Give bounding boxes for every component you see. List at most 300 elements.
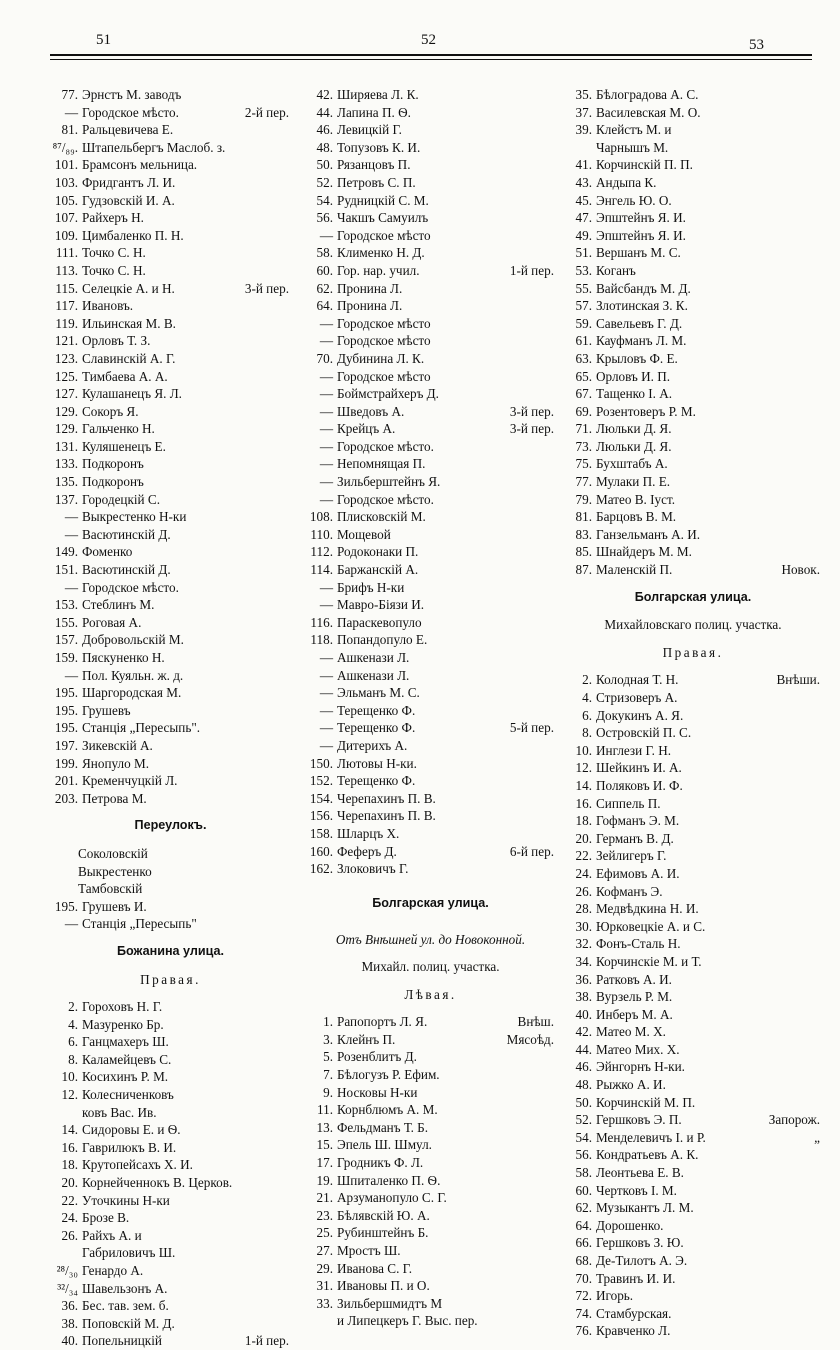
house-number: 17. — [316, 1155, 333, 1171]
page-number-center: 52 — [421, 32, 436, 48]
owner-name: Носковы Н-ки — [337, 1084, 418, 1100]
owner-name: Ральцевичева Е. — [82, 122, 174, 138]
house-number: 151. — [54, 562, 78, 578]
owner-name: Розенблитъ Д. — [337, 1049, 417, 1065]
house-number: 41. — [575, 157, 592, 173]
owner-name: Злоковичъ Г. — [337, 861, 409, 877]
owner-name: Шнайдеръ М. М. — [596, 544, 692, 560]
directory-entry — [48, 737, 293, 755]
owner-name: Стеблинъ М. — [82, 597, 155, 613]
house-number: 6. — [582, 707, 592, 723]
owner-name: Городское мѣсто — [337, 368, 431, 384]
owner-name: ковъ Вас. Ив. — [82, 1104, 157, 1120]
owner-name: Кондратьевъ А. К. — [596, 1147, 699, 1163]
owner-name: Матео Мих. Х. — [596, 1041, 680, 1057]
directory-entry — [48, 385, 293, 403]
owner-name: Мощевой — [337, 526, 391, 542]
house-number: — — [319, 438, 333, 454]
owner-name: Поповскій М. Д. — [82, 1315, 175, 1331]
house-number — [562, 139, 596, 157]
police-district: Михайл. полиц. участка. — [361, 959, 500, 975]
owner-name: Орловъ И. П. — [596, 368, 671, 384]
owner-name: Городское мѣсто — [337, 315, 431, 331]
directory-entry — [303, 1172, 558, 1190]
house-number: 38. — [61, 1315, 78, 1331]
directory-entry — [48, 1174, 293, 1192]
house-number: 28. — [575, 901, 592, 917]
directory-entry — [303, 332, 558, 350]
owner-name: Брифъ Н-ки — [337, 579, 405, 595]
house-number: 24. — [61, 1210, 78, 1226]
directory-entry — [303, 315, 558, 333]
owner-name: Матео М. Х. — [596, 1024, 666, 1040]
directory-entry — [562, 121, 824, 139]
directory-entry — [48, 684, 293, 702]
owner-name: Добровольскій М. — [82, 632, 184, 648]
house-number: 4. — [68, 1016, 78, 1032]
pereulok-item: Выкрестенко — [78, 863, 152, 879]
owner-name: Зильбершмидтъ М — [337, 1295, 443, 1311]
house-number: 18. — [61, 1157, 78, 1173]
house-number: 52. — [575, 1112, 592, 1128]
owner-name: Коганъ — [596, 262, 636, 278]
house-number: 103. — [54, 174, 78, 190]
owner-name: Андыпа К. — [596, 174, 657, 190]
directory-entry — [303, 1312, 558, 1330]
owner-name: Штапельбергъ Маслоб. з. — [82, 139, 226, 155]
owner-name: Эйнгорнъ Н-ки. — [596, 1059, 685, 1075]
house-number: 53. — [575, 262, 592, 278]
directory-entry — [562, 707, 824, 725]
owner-name: Инберъ М. А. — [596, 1006, 673, 1022]
house-number: 56. — [575, 1147, 592, 1163]
directory-entry — [562, 1270, 824, 1288]
directory-entry — [303, 561, 558, 579]
owner-name: Вайсбандъ М. Д. — [596, 280, 691, 296]
house-number: 40. — [575, 1006, 592, 1022]
house-number: — — [319, 491, 333, 507]
owner-name: Мулаки П. Е. — [596, 474, 671, 490]
owner-name: Пяскуненко Н. — [82, 650, 165, 665]
house-number: 131. — [54, 438, 78, 454]
owner-name: Колесниченковъ — [82, 1087, 174, 1103]
directory-entry — [303, 737, 558, 755]
owner-name: Терещенко Ф. — [337, 702, 416, 718]
cross-street-note: Запорож. — [768, 1112, 820, 1128]
directory-entry — [303, 719, 558, 737]
directory-entry — [562, 420, 824, 438]
street-range: Отъ Внѣшней ул. до Новоконной. — [335, 931, 526, 947]
house-number: 15. — [316, 1137, 333, 1153]
owner-name: Ратковъ А. И. — [596, 971, 672, 987]
owner-name: Ильинская М. В. — [82, 315, 176, 331]
house-number: 40. — [61, 1333, 78, 1349]
directory-entry — [48, 121, 293, 139]
house-number: 159. — [54, 650, 78, 665]
owner-name: Чертковъ І. М. — [596, 1182, 677, 1198]
house-number: 85. — [575, 544, 592, 560]
owner-name: Ефимовъ А. И. — [596, 865, 680, 881]
directory-entry — [303, 227, 558, 245]
owner-name: Ашкенази Л. — [337, 667, 410, 683]
owner-name: Шаргородская М. — [82, 685, 182, 701]
directory-entry — [303, 543, 558, 561]
directory-entry — [562, 935, 824, 953]
cross-street-note: Новок. — [781, 562, 820, 578]
house-number: 21. — [316, 1190, 333, 1206]
house-number: 110. — [310, 526, 333, 542]
owner-name: Городское мѣсто — [337, 227, 431, 243]
owner-name: Терещенко Ф. — [337, 773, 416, 789]
house-number: 77. — [61, 87, 78, 102]
house-number: 2. — [68, 999, 78, 1015]
house-number: 150. — [309, 755, 333, 771]
owner-name: Орловъ Т. З. — [82, 333, 151, 349]
directory-entry — [562, 900, 824, 918]
owner-name: Медвѣдкина Н. И. — [596, 901, 699, 917]
owner-name: Городское мѣсто. — [82, 104, 179, 120]
directory-entry — [562, 1129, 824, 1147]
directory-entry — [303, 1189, 558, 1207]
house-number: 116. — [310, 614, 333, 630]
directory-entry — [303, 649, 558, 667]
owner-name: Габриловичъ Ш. — [82, 1245, 176, 1261]
directory-entry — [303, 860, 558, 878]
house-number: 135. — [54, 474, 78, 490]
owner-name: Райхеръ Н. — [82, 210, 144, 226]
owner-name: Тимбаева А. А. — [82, 368, 168, 384]
directory-entry — [562, 1234, 824, 1252]
directory-entry — [303, 755, 558, 773]
owner-name: Клейнъ П. — [337, 1031, 396, 1047]
directory-entry — [562, 1006, 824, 1024]
owner-name: Бухштабъ А. — [596, 456, 668, 472]
directory-entry — [48, 631, 293, 649]
owner-name: Каламейцевъ С. — [82, 1051, 172, 1067]
owner-name: Поляковъ И. Ф. — [596, 777, 683, 793]
owner-name: Гродникъ Ф. Л. — [337, 1155, 424, 1171]
owner-name: Корнейченнокъ В. Церков. — [82, 1175, 233, 1191]
owner-name: Ганзельманъ А. И. — [596, 526, 701, 542]
house-number: 58. — [316, 245, 333, 261]
owner-name: Подкоронъ — [82, 474, 144, 490]
directory-entry — [48, 139, 293, 157]
house-number: 13. — [316, 1119, 333, 1135]
directory-entry — [48, 455, 293, 473]
owner-name: Городское мѣсто. — [337, 438, 434, 454]
owner-name: Грушевъ И. — [82, 898, 147, 914]
house-number: — — [319, 386, 333, 402]
house-number: 12. — [575, 760, 592, 776]
cross-street-note: 3-й пер. — [509, 421, 554, 437]
house-number: 201. — [54, 773, 78, 789]
house-number: 39. — [575, 122, 592, 138]
directory-entry — [562, 508, 824, 526]
owner-name: Черепахинъ П. В. — [337, 790, 436, 806]
owner-name: Пронина Л. — [337, 298, 403, 314]
owner-name: Шейкинъ И. А. — [596, 760, 682, 776]
owner-name: Сидоровы Е. и Ѳ. — [82, 1122, 181, 1138]
house-number: 113. — [55, 262, 78, 278]
directory-entry — [48, 104, 293, 122]
owner-name: Ивановы П. и О. — [337, 1278, 430, 1294]
house-number: 52. — [316, 174, 333, 190]
house-number: — — [64, 667, 78, 683]
directory-entry — [562, 1322, 824, 1340]
directory-entry — [48, 1332, 293, 1350]
directory-entry — [303, 1031, 558, 1049]
house-number: 9. — [323, 1084, 333, 1100]
directory-entry — [48, 1086, 293, 1104]
house-number: 66. — [575, 1235, 592, 1251]
owner-name: Энгель Ю. О. — [596, 192, 672, 208]
directory-entry — [562, 883, 824, 901]
house-number: 36. — [61, 1298, 78, 1314]
directory-entry — [562, 209, 824, 227]
cross-street-note: „ — [814, 1129, 820, 1145]
owner-name: Гершковъ Э. П. — [596, 1112, 682, 1128]
directory-entry — [562, 1111, 824, 1129]
house-number: 34. — [575, 953, 592, 969]
owner-name: Эпштейнъ Я. И. — [596, 227, 686, 243]
directory-entry — [303, 262, 558, 280]
owner-name: Ганцмахеръ Ш. — [82, 1034, 169, 1050]
directory-entry — [48, 1280, 293, 1298]
owner-name: Кулашанецъ Я. Л. — [82, 386, 182, 402]
owner-name: Докукинъ А. Я. — [596, 707, 684, 723]
owner-name: Пронина Л. — [337, 280, 403, 296]
directory-entry — [303, 684, 558, 702]
directory-entry — [562, 543, 824, 561]
owner-name: Корчинскій П. П. — [596, 157, 693, 173]
cross-street-note: 3-й пер. — [509, 403, 554, 419]
directory-entry — [303, 1277, 558, 1295]
directory-entry — [562, 86, 824, 104]
house-number: 108. — [309, 509, 333, 525]
directory-entry — [303, 438, 558, 456]
owner-name: Косихинъ Р. М. — [82, 1069, 169, 1085]
house-number: 22. — [61, 1192, 78, 1208]
owner-name: Гальченко Н. — [82, 421, 155, 437]
house-number: 158. — [309, 825, 333, 841]
house-number: — — [64, 916, 78, 932]
house-number: 149. — [54, 544, 78, 560]
house-number: 50. — [316, 157, 333, 173]
house-number: 154. — [309, 790, 333, 806]
column-1 — [48, 86, 293, 1350]
owner-name: Черепахинъ П. В. — [337, 808, 436, 824]
owner-name: Боймстрайхеръ Д. — [337, 386, 439, 402]
owner-name: Стризоверъ А. — [596, 690, 678, 705]
directory-entry — [303, 1136, 558, 1154]
owner-name: Шларцъ Х. — [337, 825, 400, 841]
cross-street-note: 3-й пер. — [244, 280, 289, 296]
directory-entry — [562, 227, 824, 245]
directory-entry — [48, 898, 293, 916]
owner-name: Родоконаки П. — [337, 544, 419, 560]
house-number: 63. — [575, 350, 592, 366]
directory-entry — [562, 174, 824, 192]
owner-name: Злотинская З. К. — [596, 298, 688, 314]
directory-entry — [48, 649, 293, 667]
directory-entry — [48, 1192, 293, 1210]
owner-name: Брамсонъ мельница. — [82, 157, 198, 173]
directory-entry — [48, 227, 293, 245]
house-number: 11. — [317, 1102, 333, 1118]
house-number: 32. — [575, 936, 592, 952]
house-number: 16. — [61, 1139, 78, 1155]
directory-entry — [562, 192, 824, 210]
directory-entry — [562, 280, 824, 298]
directory-entry — [303, 385, 558, 403]
side-title-left: Лѣвая. — [404, 986, 457, 1002]
owner-name: Игорь. — [596, 1288, 634, 1304]
owner-name: Зикевскій А. — [82, 737, 153, 753]
directory-entry — [303, 807, 558, 825]
directory-entry — [48, 508, 293, 526]
owner-name: Шпиталенко П. Ѳ. — [337, 1172, 441, 1188]
directory-entry — [303, 209, 558, 227]
house-number: 38. — [575, 989, 592, 1005]
directory-entry — [562, 953, 824, 971]
house-number: 46. — [316, 122, 333, 138]
directory-entry — [303, 1084, 558, 1102]
directory-entry — [48, 156, 293, 174]
owner-name: Грушевъ — [82, 702, 131, 718]
house-number: 75. — [575, 456, 592, 472]
owner-name: Дубинина Л. К. — [337, 350, 425, 366]
directory-entry — [303, 614, 558, 632]
directory-entry — [303, 104, 558, 122]
owner-name: Менделевичъ I. и Р. — [596, 1129, 706, 1145]
directory-entry — [48, 1121, 293, 1139]
house-number: 129. — [54, 403, 78, 419]
owner-name: Иванова С. Г. — [337, 1260, 413, 1276]
house-number: — — [319, 403, 333, 419]
directory-entry — [303, 790, 558, 808]
directory-entry — [303, 1119, 558, 1137]
owner-name: Сиппель П. — [596, 795, 661, 811]
directory-entry — [48, 1156, 293, 1174]
owner-name: Феферъ Д. — [337, 843, 397, 859]
house-number: 54. — [575, 1129, 592, 1145]
street-title-bolgarskaya: Болгарская улица. — [372, 896, 489, 911]
directory-entry — [303, 772, 558, 790]
house-number: 26. — [61, 1227, 78, 1243]
house-number: ³²/₃₄ — [57, 1280, 78, 1296]
cross-street-note: 5-й пер. — [509, 720, 554, 736]
house-number: — — [319, 227, 333, 243]
house-number: 24. — [575, 865, 592, 881]
owner-name: Ивановъ. — [82, 298, 134, 314]
house-number: — — [319, 737, 333, 753]
house-number: 162. — [309, 861, 333, 877]
house-number: — — [319, 685, 333, 701]
owner-name: Матео В. Іуст. — [596, 491, 676, 507]
house-number: 119. — [55, 315, 78, 331]
directory-entry — [562, 1094, 824, 1112]
directory-entry — [303, 1224, 558, 1242]
directory-entry — [48, 755, 293, 773]
owner-name: Эльманъ М. С. — [337, 685, 420, 701]
house-number: 6. — [68, 1034, 78, 1050]
owner-name: Василевская М. О. — [596, 104, 701, 120]
house-number: 81. — [61, 122, 78, 138]
entry-list — [562, 86, 824, 579]
directory-entry — [562, 918, 824, 936]
directory-entry — [48, 350, 293, 368]
directory-entry — [48, 614, 293, 632]
house-number: 69. — [575, 403, 592, 419]
house-number: ⁸⁷/₈₉. — [52, 139, 78, 155]
owner-name: Непомнящая П. — [337, 456, 426, 472]
directory-entry — [48, 998, 293, 1016]
house-number: 27. — [316, 1243, 333, 1258]
owner-name: Гершковъ З. Ю. — [596, 1235, 684, 1251]
owner-name: Эрнстъ М. заводъ — [82, 87, 182, 102]
directory-entry — [48, 192, 293, 210]
directory-entry — [562, 244, 824, 262]
directory-entry — [562, 1164, 824, 1182]
house-number: 20. — [575, 830, 592, 846]
owner-name: Васютинскій Д. — [82, 526, 171, 542]
house-number: 117. — [55, 298, 78, 314]
house-number: 58. — [575, 1165, 592, 1181]
house-number: 111. — [55, 245, 78, 261]
owner-name: Рубинштейнъ Б. — [337, 1225, 429, 1241]
directory-entry — [303, 667, 558, 685]
owner-name: Терещенко Ф. — [337, 720, 416, 736]
owner-name: Тащенко І. А. — [596, 386, 673, 402]
owner-name: Фоменко — [82, 544, 133, 560]
owner-name: Ширяева Л. К. — [337, 87, 419, 102]
directory-entry — [562, 971, 824, 989]
directory-entry — [48, 1244, 293, 1262]
house-number: 156. — [309, 808, 333, 824]
directory-entry — [562, 1252, 824, 1270]
directory-entry — [48, 1016, 293, 1034]
directory-entry — [303, 843, 558, 861]
owner-name: Кравченко Л. — [596, 1323, 671, 1339]
house-number: 47. — [575, 210, 592, 226]
directory-entry — [303, 1295, 558, 1313]
directory-entry — [303, 350, 558, 368]
directory-entry — [48, 561, 293, 579]
house-number: 133. — [54, 456, 78, 472]
house-number: — — [64, 579, 78, 595]
house-number: 70. — [575, 1270, 592, 1286]
house-number: 195. — [54, 685, 78, 701]
house-number: 79. — [575, 491, 592, 507]
directory-entry — [562, 297, 824, 315]
owner-name: Лапина П. Ѳ. — [337, 104, 411, 120]
owner-name: Рапопортъ Л. Я. — [337, 1014, 428, 1030]
house-number: 19. — [316, 1172, 333, 1188]
directory-entry — [48, 579, 293, 597]
directory-entry — [48, 1262, 293, 1280]
directory-entry — [48, 315, 293, 333]
house-number: 77. — [575, 474, 592, 490]
house-number: 115. — [55, 280, 78, 296]
house-number: 42. — [316, 87, 333, 102]
entry-list — [48, 86, 293, 807]
house-number: 129. — [54, 421, 78, 437]
directory-entry — [303, 1066, 558, 1084]
directory-entry — [303, 455, 558, 473]
owner-name: Параскевопуло — [337, 614, 422, 630]
owner-name: Райхъ А. и — [82, 1227, 142, 1243]
house-number: 55. — [575, 280, 592, 296]
